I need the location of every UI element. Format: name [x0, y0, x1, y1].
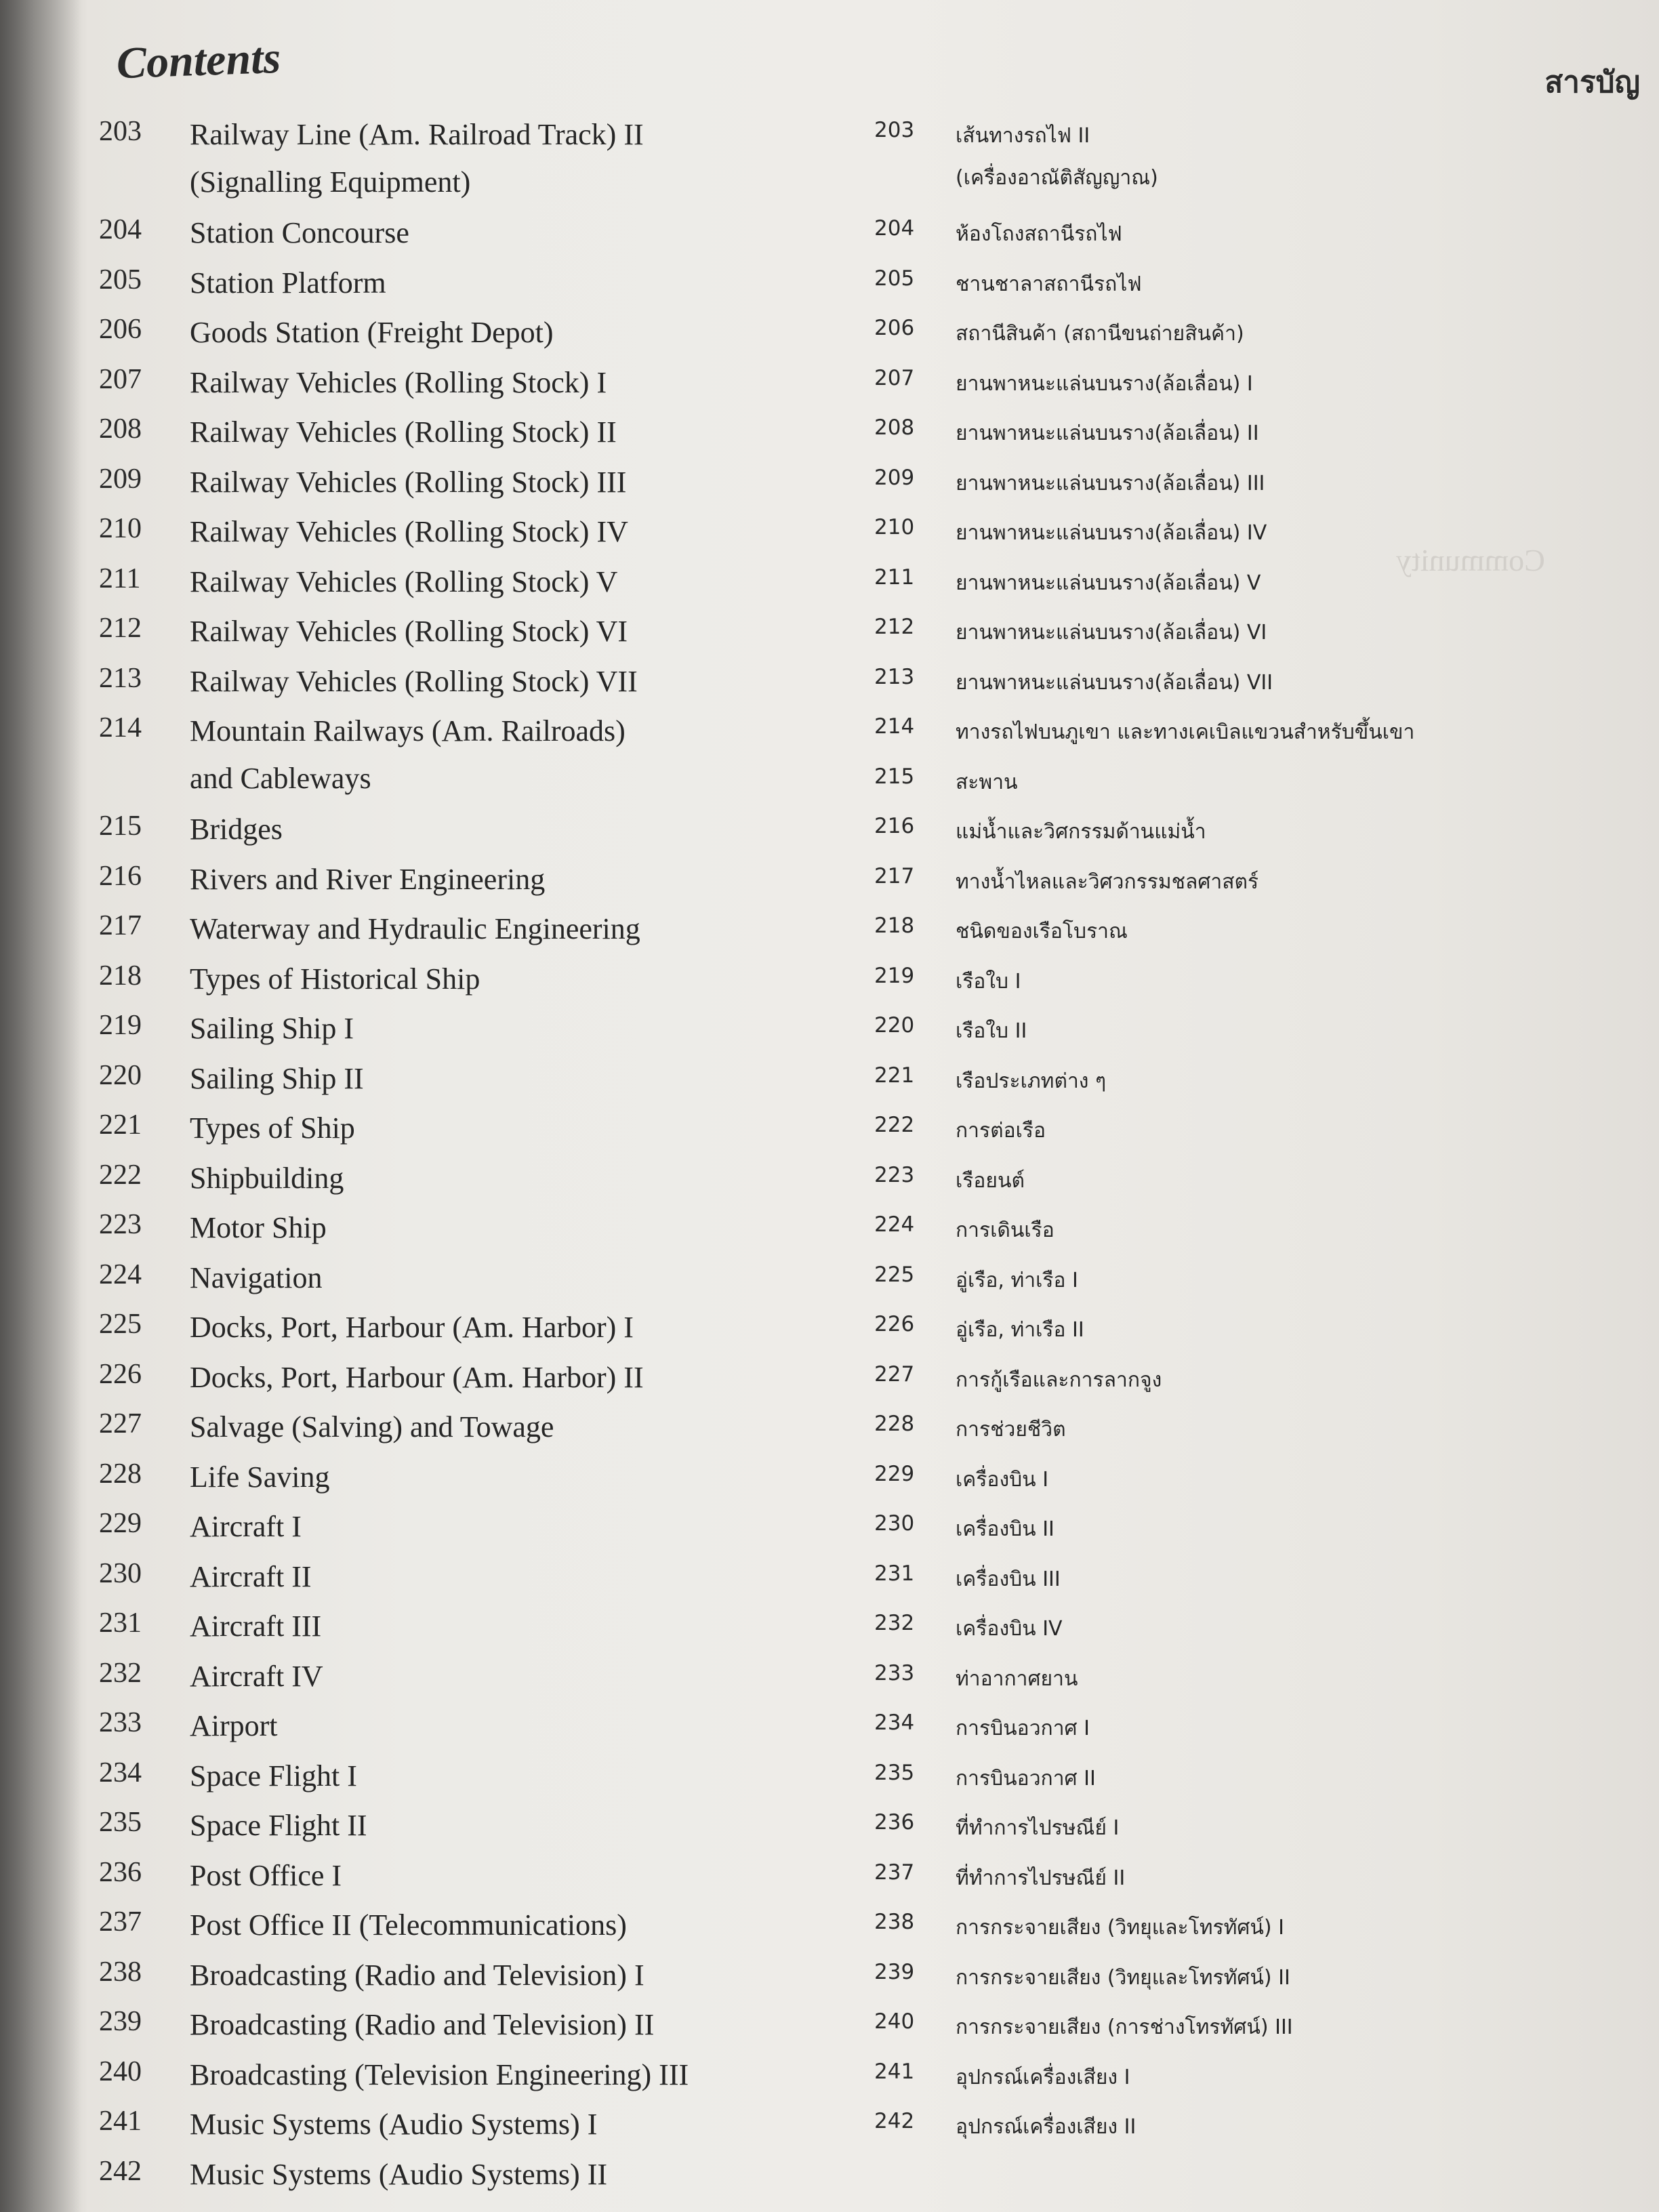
th-entry-number: 222 — [874, 1113, 915, 1137]
th-entry-number: 207 — [874, 365, 915, 390]
th-entry-title: เรือใบ I — [956, 969, 1021, 994]
en-entry-number: 209 — [99, 463, 142, 495]
en-entry-number: 212 — [99, 613, 142, 644]
en-entry-number: 236 — [99, 1856, 142, 1888]
en-entry — [99, 810, 838, 860]
th-entry-title: อุปกรณ์เครื่องเสียง I — [956, 2065, 1130, 2089]
th-entry-title: การกระจายเสียง (วิทยุและโทรทัศน์) II — [956, 1965, 1290, 1990]
th-entry — [874, 1559, 1647, 1609]
en-entry — [99, 1607, 838, 1657]
en-entry — [99, 1906, 838, 1956]
en-entry-title: Mountain Railways (Am. Railroads) and Cableways — [190, 714, 626, 795]
en-entry-title: Shipbuilding — [190, 1161, 344, 1195]
en-entry-title: Station Platform — [190, 266, 386, 300]
en-entry-number: 214 — [99, 712, 142, 743]
th-entry — [874, 1309, 1647, 1359]
contents-thai-column — [874, 115, 1647, 2156]
th-entry-title: การเดินเรือ — [956, 1218, 1054, 1242]
en-entry-number: 222 — [99, 1159, 142, 1191]
th-entry-number: 237 — [874, 1860, 915, 1885]
en-entry-title: Bridges — [190, 813, 283, 846]
en-entry-number: 230 — [99, 1557, 142, 1589]
th-entry-number: 235 — [874, 1760, 915, 1785]
en-entry — [99, 612, 838, 662]
en-entry-title: Railway Vehicles (Rolling Stock) IV — [190, 515, 628, 548]
th-entry-title: สถานีสินค้า (สถานีขนถ่ายสินค้า) — [956, 322, 1244, 346]
en-entry — [99, 1208, 838, 1258]
th-entry — [874, 562, 1647, 613]
en-entry — [99, 313, 838, 363]
en-entry — [99, 512, 838, 562]
en-entry-number: 208 — [99, 413, 142, 445]
en-entry — [99, 1557, 838, 1607]
en-entry-title: Types of Historical Ship — [190, 962, 480, 996]
th-entry-title: อู่เรือ, ท่าเรือ II — [956, 1318, 1084, 1342]
th-entry-title: ยานพาหนะแล่นบนราง(ล้อเลื่อน) I — [956, 371, 1253, 396]
th-entry-number: 212 — [874, 615, 915, 639]
en-entry-number: 224 — [99, 1258, 142, 1290]
en-entry-number: 232 — [99, 1657, 142, 1689]
th-entry-title: ยานพาหนะแล่นบนราง(ล้อเลื่อน) V — [956, 571, 1261, 595]
th-entry — [874, 363, 1647, 413]
en-entry-title: Railway Line (Am. Railroad Track) II (Signalling Equipment) — [190, 118, 644, 199]
th-entry-title: ยานพาหนะแล่นบนราง(ล้อเลื่อน) VI — [956, 621, 1267, 644]
th-entry-number: 209 — [874, 465, 915, 490]
th-entry-title: ทางน้ำไหลและวิศวกรรมชลศาสตร์ — [956, 869, 1259, 894]
en-entry-number: 228 — [99, 1458, 142, 1490]
en-entry-number: 231 — [99, 1607, 142, 1639]
th-entry — [874, 512, 1647, 562]
th-entry-number: 228 — [874, 1412, 915, 1436]
en-entry — [99, 562, 838, 613]
th-entry — [874, 1459, 1647, 1509]
th-entry — [874, 1359, 1647, 1410]
en-entry-title: Sailing Ship II — [190, 1061, 364, 1095]
en-entry-title: Aircraft III — [190, 1610, 322, 1643]
en-entry-title: Broadcasting (Radio and Television) I — [190, 1958, 644, 1992]
en-entry-number: 205 — [99, 264, 142, 295]
th-entry-number: 221 — [874, 1063, 915, 1088]
th-entry-number: 218 — [874, 914, 915, 938]
en-entry-title: Broadcasting (Television Engineering) III — [190, 2057, 689, 2091]
th-entry-title: การกระจายเสียง (การช่างโทรทัศน์) III — [956, 2015, 1293, 2039]
th-entry — [874, 1907, 1647, 1957]
th-entry-number: 204 — [874, 216, 915, 241]
en-entry-title: Broadcasting (Radio and Television) II — [190, 2008, 655, 2041]
en-entry-number: 237 — [99, 1906, 142, 1938]
en-entry-number: 203 — [99, 116, 142, 147]
th-entry — [874, 1957, 1647, 2007]
en-entry — [99, 2105, 838, 2155]
en-entry — [99, 1856, 838, 1906]
th-entry — [874, 1409, 1647, 1459]
en-entry-number: 204 — [99, 214, 142, 245]
en-entry — [99, 264, 838, 314]
en-entry-number: 216 — [99, 860, 142, 892]
th-entry — [874, 1210, 1647, 1260]
en-entry-title: Railway Vehicles (Rolling Stock) V — [190, 565, 618, 598]
th-entry-title: ที่ทำการไปรษณีย์ I — [956, 1816, 1120, 1840]
th-entry-title: เครื่องบิน II — [956, 1517, 1054, 1541]
th-entry — [874, 1658, 1647, 1708]
en-entry-title: Docks, Port, Harbour (Am. Harbor) II — [190, 1360, 644, 1394]
th-entry-title: เครื่องบิน IV — [956, 1617, 1063, 1641]
th-entry — [874, 612, 1647, 662]
en-entry — [99, 1507, 838, 1557]
en-entry — [99, 712, 838, 810]
th-entry-title: การต่อเรือ — [956, 1119, 1046, 1143]
th-entry-title: ที่ทำการไปรษณีย์ II — [956, 1866, 1126, 1890]
en-entry-title: Railway Vehicles (Rolling Stock) VI — [190, 615, 628, 648]
en-entry-number: 235 — [99, 1807, 142, 1838]
th-entry-title: อุปกรณ์เครื่องเสียง II — [956, 2115, 1136, 2139]
th-entry — [874, 1858, 1647, 1908]
th-entry-number: 236 — [874, 1810, 915, 1835]
en-entry-title: Railway Vehicles (Rolling Stock) II — [190, 415, 617, 449]
th-entry — [874, 2007, 1647, 2057]
en-entry-title: Space Flight II — [190, 1809, 367, 1842]
th-entry — [874, 115, 1647, 213]
en-entry-title: Music Systems (Audio Systems) I — [190, 2108, 598, 2141]
en-entry-number: 211 — [99, 562, 141, 594]
th-entry-number: 210 — [874, 515, 915, 539]
th-entry — [874, 1608, 1647, 1658]
th-entry — [874, 2106, 1647, 2156]
en-entry-title: Sailing Ship I — [190, 1012, 354, 1045]
th-entry-title: เครื่องบิน I — [956, 1467, 1049, 1492]
en-entry-title: Music Systems (Audio Systems) II — [190, 2157, 607, 2191]
en-entry-title: Rivers and River Engineering — [190, 862, 546, 896]
en-entry-title: Post Office II (Telecommunications) — [190, 1908, 627, 1942]
en-entry-title: Railway Vehicles (Rolling Stock) III — [190, 465, 627, 499]
th-entry — [874, 712, 1647, 762]
th-entry-title: ยานพาหนะแล่นบนราง(ล้อเลื่อน) IV — [956, 521, 1267, 545]
en-entry-number: 215 — [99, 811, 142, 842]
en-entry-number: 229 — [99, 1508, 142, 1539]
th-entry-number: 206 — [874, 316, 915, 340]
en-entry — [99, 1408, 838, 1458]
en-entry-title: Motor Ship — [190, 1211, 327, 1244]
en-entry — [99, 909, 838, 960]
en-entry — [99, 1706, 838, 1757]
binding-shadow — [0, 0, 81, 2212]
th-entry-number: 239 — [874, 1959, 915, 1984]
th-entry-title: ห้องโถงสถานีรถไฟ — [956, 222, 1122, 246]
th-entry-number: 224 — [874, 1212, 915, 1237]
th-entry-number: 226 — [874, 1312, 915, 1336]
th-entry-number: 223 — [874, 1162, 915, 1187]
th-entry-title: ยานพาหนะแล่นบนราง(ล้อเลื่อน) II — [956, 422, 1259, 445]
en-entry-title: Space Flight I — [190, 1759, 357, 1793]
en-entry — [99, 1009, 838, 1059]
en-entry — [99, 662, 838, 712]
en-entry-title: Salvage (Salving) and Towage — [190, 1410, 554, 1443]
th-entry-number: 231 — [874, 1561, 915, 1586]
th-entry-number: 227 — [874, 1361, 915, 1387]
th-entry-title: ชนิดของเรือโบราณ — [956, 920, 1128, 943]
th-entry — [874, 1509, 1647, 1559]
en-entry-number: 218 — [99, 960, 142, 991]
th-entry-number: 238 — [874, 1910, 915, 1934]
en-entry-title: Aircraft I — [190, 1510, 302, 1543]
th-entry — [874, 662, 1647, 712]
th-entry — [874, 762, 1647, 812]
th-entry-title: เรือประเภทต่าง ๆ — [956, 1069, 1107, 1093]
en-entry-number: 226 — [99, 1358, 142, 1390]
en-entry-number: 219 — [99, 1010, 142, 1041]
en-entry — [99, 1806, 838, 1856]
th-entry — [874, 413, 1647, 463]
en-entry-title: Airport — [190, 1709, 278, 1742]
th-entry-title: อู่เรือ, ท่าเรือ I — [956, 1268, 1078, 1292]
th-entry-number: 208 — [874, 415, 915, 440]
en-entry-title: Post Office I — [190, 1858, 342, 1892]
th-entry-title: การกระจายเสียง (วิทยุและโทรทัศน์) I — [956, 1916, 1284, 1940]
page-title-thai: สารบัญ — [1544, 65, 1640, 100]
th-entry — [874, 961, 1647, 1011]
th-entry-title: แม่น้ำและวิศกรรมด้านแม่น้ำ — [956, 820, 1206, 844]
th-entry-number: 242 — [874, 2109, 915, 2133]
th-entry-title: ท่าอากาศยาน — [956, 1666, 1078, 1691]
th-entry-title: เรือยนต์ — [956, 1168, 1025, 1193]
th-entry — [874, 1010, 1647, 1061]
th-entry-title: เครื่องบิน III — [956, 1567, 1061, 1591]
page-title: Contents — [115, 33, 282, 89]
th-entry — [874, 2057, 1647, 2107]
en-entry-title: Docks, Port, Harbour (Am. Harbor) I — [190, 1311, 634, 1344]
th-entry-number: 214 — [874, 714, 915, 739]
th-entry-title: สะพาน — [956, 770, 1018, 794]
th-entry-number: 205 — [874, 266, 915, 291]
en-entry — [99, 2055, 838, 2106]
en-entry — [99, 1657, 838, 1707]
en-entry-title: Types of Ship — [190, 1111, 355, 1145]
en-entry-number: 217 — [99, 910, 142, 941]
en-entry-number: 240 — [99, 2055, 142, 2087]
en-entry-number: 234 — [99, 1757, 142, 1788]
th-entry-number: 216 — [874, 814, 915, 838]
en-entry-title: Station Concourse — [190, 216, 409, 249]
en-entry-title: Aircraft II — [190, 1559, 312, 1593]
en-entry-title: Railway Vehicles (Rolling Stock) I — [190, 365, 607, 399]
th-entry-title: การกู้เรือและการลากจูง — [956, 1368, 1162, 1392]
th-entry — [874, 1160, 1647, 1210]
th-entry-number: 213 — [874, 664, 915, 689]
th-entry-title: การบินอวกาศ I — [956, 1717, 1090, 1740]
en-entry-number: 242 — [99, 2155, 142, 2187]
en-entry — [99, 2155, 838, 2205]
th-entry-number: 219 — [874, 963, 915, 988]
en-entry-number: 207 — [99, 363, 142, 395]
th-entry — [874, 313, 1647, 363]
th-entry-number: 225 — [874, 1262, 915, 1287]
th-entry-title: ยานพาหนะแล่นบนราง(ล้อเลื่อน) III — [956, 471, 1265, 495]
th-entry — [874, 1110, 1647, 1160]
en-entry-number: 206 — [99, 314, 142, 345]
en-entry-number: 220 — [99, 1059, 142, 1091]
en-entry-title: Waterway and Hydraulic Engineering — [190, 912, 640, 945]
en-entry-title: Goods Station (Freight Depot) — [190, 316, 554, 349]
en-entry-number: 238 — [99, 1956, 142, 1988]
th-entry — [874, 1758, 1647, 1808]
th-entry-title: เส้นทางรถไฟ II (เครื่องอาณัติสัญญาณ) — [956, 124, 1158, 190]
th-entry-number: 234 — [874, 1711, 915, 1735]
th-entry-title: ชานชาลาสถานีรถไฟ — [956, 272, 1142, 296]
th-entry — [874, 1807, 1647, 1858]
th-entry — [874, 1260, 1647, 1310]
th-entry-title: ทางรถไฟบนภูเขา และทางเคเบิลแขวนสำหรับขึ้นเขา — [956, 720, 1415, 744]
en-entry-number: 221 — [99, 1109, 142, 1141]
en-entry-number: 241 — [99, 2106, 142, 2137]
en-entry-number: 233 — [99, 1707, 142, 1738]
en-entry — [99, 860, 838, 910]
en-entry-title: Life Saving — [190, 1460, 330, 1494]
en-entry-title: Railway Vehicles (Rolling Stock) VII — [190, 664, 638, 698]
th-entry — [874, 463, 1647, 513]
en-entry — [99, 1258, 838, 1309]
th-entry-number: 217 — [874, 863, 915, 888]
en-entry — [99, 1358, 838, 1408]
en-entry-title: Navigation — [190, 1261, 323, 1294]
th-entry-number: 203 — [874, 118, 915, 142]
contents-english-column — [99, 115, 838, 2205]
th-entry — [874, 264, 1647, 314]
en-entry — [99, 1757, 838, 1807]
en-entry-number: 213 — [99, 662, 142, 694]
en-entry — [99, 1956, 838, 2006]
th-entry-number: 220 — [874, 1013, 915, 1038]
en-entry-title: Aircraft IV — [190, 1659, 323, 1693]
th-entry-number: 229 — [874, 1461, 915, 1486]
en-entry — [99, 1059, 838, 1109]
th-entry-number: 230 — [874, 1511, 915, 1536]
en-entry — [99, 213, 838, 264]
th-entry-number: 240 — [874, 2009, 915, 2034]
bleed-through: Community — [1396, 543, 1545, 577]
en-entry-number: 239 — [99, 2006, 142, 2037]
th-entry — [874, 1708, 1647, 1758]
th-entry-number: 215 — [874, 764, 915, 789]
th-entry-number: 233 — [874, 1660, 915, 1685]
en-entry — [99, 960, 838, 1010]
en-entry — [99, 1159, 838, 1209]
th-entry — [874, 861, 1647, 912]
th-entry — [874, 911, 1647, 961]
th-entry-title: เรือใบ II — [956, 1019, 1027, 1043]
en-entry — [99, 1109, 838, 1159]
en-entry-number: 210 — [99, 513, 142, 544]
th-entry-title: การช่วยชีวิต — [956, 1418, 1066, 1441]
th-entry-number: 232 — [874, 1611, 915, 1635]
en-entry — [99, 1458, 838, 1508]
th-entry — [874, 1061, 1647, 1111]
en-entry-number: 227 — [99, 1408, 142, 1439]
en-entry — [99, 1308, 838, 1358]
th-entry-title: ยานพาหนะแล่นบนราง(ล้อเลื่อน) VII — [956, 670, 1273, 695]
th-entry-number: 241 — [874, 2059, 915, 2084]
en-entry — [99, 463, 838, 513]
th-entry-number: 211 — [874, 565, 915, 590]
th-entry-title: การบินอวกาศ II — [956, 1766, 1096, 1790]
th-entry — [874, 811, 1647, 861]
en-entry — [99, 115, 838, 213]
th-entry — [874, 213, 1647, 264]
en-entry — [99, 363, 838, 413]
en-entry — [99, 2005, 838, 2055]
en-entry — [99, 413, 838, 463]
en-entry-number: 225 — [99, 1309, 142, 1340]
en-entry-number: 223 — [99, 1209, 142, 1240]
